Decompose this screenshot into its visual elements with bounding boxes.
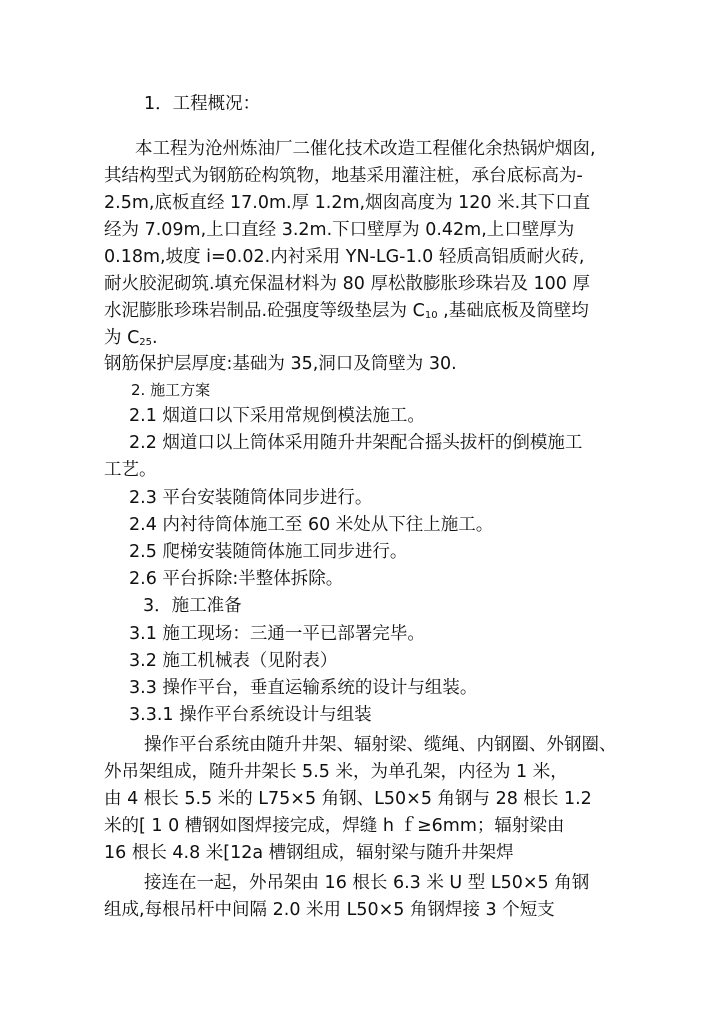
item-2-3: 2.3 平台安装随筒体同步进行。 bbox=[129, 488, 373, 508]
paragraph-1-line-9: 钢筋保护层厚度:基础为 35,洞口及筒壁为 30. bbox=[104, 354, 457, 374]
paragraph-2-line-1: 操作平台系统由随升井架、辐射梁、缆绳、内钢圈、外钢圈、 bbox=[144, 735, 617, 755]
item-2-2-cont: 工艺。 bbox=[104, 460, 157, 480]
paragraph-3-line-1: 接连在一起，外吊架由 16 根长 6.3 米 U 型 L50×5 角钢 bbox=[144, 873, 590, 893]
section-2-heading: 2. 施工方案 bbox=[131, 381, 211, 399]
paragraph-1-line-4: 经为 7.09m,上口直经 3.2m.下口壁厚为 0.42m,上口壁厚为 bbox=[104, 220, 575, 240]
paragraph-1-line-1: 本工程为沧州炼油厂二催化技术改造工程催化余热锅炉烟囱, bbox=[135, 139, 596, 159]
section-3-heading: 3．施工准备 bbox=[143, 596, 242, 616]
paragraph-1-line-3: 2.5m,底板直经 17.0m.厚 1.2m,烟囱高度为 120 米.其下口直 bbox=[104, 193, 591, 213]
item-2-2: 2.2 烟道口以上筒体采用随升井架配合摇头拔杆的倒模施工 bbox=[129, 433, 583, 453]
item-3-3: 3.3 操作平台，垂直运输系统的设计与组装。 bbox=[129, 678, 478, 698]
subscript-c10: 10 bbox=[424, 310, 438, 321]
item-2-1: 2.1 烟道口以下采用常规倒模法施工。 bbox=[129, 406, 425, 426]
paragraph-2-line-3: 由 4 根长 5.5 米的 L75×5 角钢、L50×5 角钢与 28 根长 1.2 bbox=[104, 789, 592, 809]
subscript-c25: 25 bbox=[139, 337, 153, 348]
paragraph-1-line-6: 耐火胶泥砌筑.填充保温材料为 80 厚松散膨胀珍珠岩及 100 厚 bbox=[104, 274, 590, 294]
item-3-1: 3.1 施工现场：三通一平已部署完毕。 bbox=[129, 624, 425, 644]
item-3-3-1: 3.3.1 操作平台系统设计与组装 bbox=[129, 705, 372, 725]
paragraph-2-line-4: 米的[ 1 0 槽钢如图焊接完成，焊缝 h ｆ≥6mm；辐射梁由 bbox=[104, 816, 565, 836]
paragraph-2-line-5: 16 根长 4.8 米[12a 槽钢组成，辐射梁与随升井架焊 bbox=[104, 843, 514, 863]
item-3-2: 3.2 施工机械表（见附表） bbox=[129, 651, 338, 671]
paragraph-1-line-8: 为 $C_{25}$. bbox=[104, 328, 158, 348]
paragraph-2-line-2: 外吊架组成，随升井架长 5.5 米，为单孔架，内径为 1 米， bbox=[104, 762, 568, 782]
paragraph-1-line-7: 水泥膨胀珍珠岩制品.砼强度等级垫层为 $C_{10}$ ,基础底板及筒壁均 bbox=[104, 301, 589, 321]
item-2-5: 2.5 爬梯安装随筒体施工同步进行。 bbox=[129, 542, 408, 562]
paragraph-1-line-5: 0.18m,坡度 i=0.02.内衬采用 YN-LG-1.0 轻质高铝质耐火砖, bbox=[104, 247, 585, 267]
section-1-heading: 1．工程概况： bbox=[144, 94, 261, 114]
item-2-4: 2.4 内衬待筒体施工至 60 米处从下往上施工。 bbox=[129, 515, 494, 535]
paragraph-1-line-2: 其结构型式为钢筋砼构筑物，地基采用灌注桩，承台底标高为- bbox=[104, 166, 583, 186]
paragraph-3-line-2: 组成,每根吊杆中间隔 2.0 米用 L50×5 角钢焊接 3 个短支 bbox=[104, 900, 555, 920]
item-2-6: 2.6 平台拆除:半整体拆除。 bbox=[129, 569, 344, 589]
